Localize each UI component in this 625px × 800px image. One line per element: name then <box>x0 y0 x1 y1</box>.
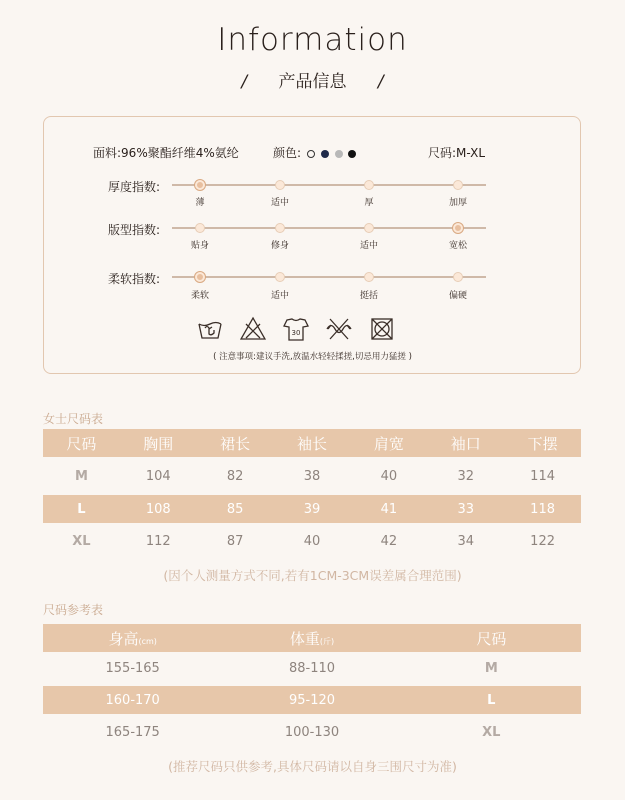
table-cell: 82 <box>226 468 244 484</box>
table-cell: 160-170 <box>105 692 160 708</box>
table-cell: 118 <box>530 501 555 517</box>
index-tick: 厚 <box>364 198 374 208</box>
index-tick: 适中 <box>270 198 289 208</box>
table-cell: 114 <box>530 468 555 484</box>
size-range-text: 尺码:M-XL <box>428 146 486 160</box>
table-cell: 108 <box>145 501 171 517</box>
color-swatch-white <box>307 150 315 158</box>
no-tumble-dry-icon <box>369 316 395 346</box>
table-cell: 87 <box>226 533 244 549</box>
table-header-cell: 身高(cm) <box>108 629 157 648</box>
table-cell-size: L <box>487 692 496 708</box>
reference-table <box>43 624 581 750</box>
index-label: 版型指数: <box>108 223 161 237</box>
table-cell: 100-130 <box>284 724 340 740</box>
index-knob <box>453 180 463 190</box>
color-label: 颜色: <box>273 146 302 160</box>
table-cell: 95-120 <box>288 692 336 708</box>
table-cell-size: M <box>484 660 498 676</box>
index-label: 厚度指数: <box>108 180 161 194</box>
table-cell: 33 <box>457 501 474 517</box>
iron-icon <box>283 316 309 346</box>
table-header-cell: 袖口 <box>450 434 481 453</box>
index-knob <box>275 180 285 190</box>
index-tick: 偏硬 <box>448 291 467 301</box>
index-tick: 适中 <box>359 241 378 251</box>
index-knob <box>364 272 374 282</box>
index-knob <box>275 223 285 233</box>
index-tick: 适中 <box>270 291 289 301</box>
table-cell-size: L <box>77 501 86 517</box>
table-cell-size: XL <box>482 724 501 740</box>
reference-table-title: 尺码参考表 <box>43 603 104 617</box>
page-subtitle <box>0 67 625 92</box>
no-bleach-icon <box>240 316 266 346</box>
table-header-cell: 胸围 <box>143 434 174 453</box>
index-knob <box>364 223 374 233</box>
table-cell: 104 <box>145 468 171 484</box>
index-track <box>172 184 486 186</box>
table-header-cell: 尺码 <box>476 629 507 648</box>
reference-table-note: (推荐尺码只供参考,具体尺码请以自身三围尺寸为准) <box>168 759 457 774</box>
table-cell-size: XL <box>72 533 91 549</box>
women-size-table <box>43 429 581 559</box>
index-knob <box>275 272 285 282</box>
index-track <box>172 227 486 229</box>
index-tick: 柔软 <box>190 291 209 301</box>
subtitle-text: 产品信息 <box>278 72 347 92</box>
hand-wash-icon <box>197 316 223 346</box>
page-title: Information <box>217 22 408 58</box>
color-swatch-navy <box>321 150 329 158</box>
table-row <box>43 495 581 523</box>
svg-text:30: 30 <box>291 329 301 337</box>
table-header-cell: 裙长 <box>220 434 251 453</box>
table-cell-size: M <box>74 468 88 484</box>
table-cell: 34 <box>457 533 474 549</box>
slash-right: / <box>377 72 384 92</box>
table-header-row <box>43 624 581 652</box>
table-cell: 155-165 <box>105 660 160 676</box>
table-row <box>43 686 581 714</box>
table-cell: 112 <box>145 533 171 549</box>
index-tick: 薄 <box>195 198 205 208</box>
care-note: ( 注意事项:建议手洗,放温水轻轻揉搓,切忌用力猛搓 ) <box>213 352 412 362</box>
color-swatch-gray <box>335 150 343 158</box>
index-tick: 挺括 <box>359 291 378 301</box>
table-header-cell: 尺码 <box>66 434 97 453</box>
table-header-cell: 肩宽 <box>373 434 404 453</box>
women-size-table-note: (因个人测量方式不同,若有1CM-3CM误差属合理范围) <box>163 568 462 583</box>
table-row <box>43 459 581 493</box>
index-knob-selected <box>453 223 463 233</box>
index-knob <box>364 180 374 190</box>
table-row <box>43 652 581 684</box>
index-tick: 宽松 <box>448 241 467 251</box>
index-knob <box>195 223 205 233</box>
table-row <box>43 714 581 750</box>
index-tick: 贴身 <box>190 241 209 251</box>
table-cell: 40 <box>303 533 321 549</box>
table-cell: 122 <box>530 533 555 549</box>
table-cell: 42 <box>380 533 398 549</box>
table-header-row <box>43 429 581 457</box>
table-cell: 165-175 <box>105 724 160 740</box>
table-cell: 40 <box>380 468 398 484</box>
table-header-cell: 下摆 <box>527 434 558 453</box>
table-cell: 88-110 <box>288 660 336 676</box>
table-cell: 85 <box>226 501 244 517</box>
index-tick: 加厚 <box>448 198 467 208</box>
slash-left: / <box>241 72 248 92</box>
table-cell: 32 <box>457 468 474 484</box>
index-tick: 修身 <box>270 241 289 251</box>
table-row <box>43 523 581 559</box>
index-knob <box>453 272 463 282</box>
care-icons <box>197 316 395 346</box>
table-cell: 41 <box>380 501 398 517</box>
table-cell: 39 <box>303 501 321 517</box>
table-header-cell: 体重(斤) <box>289 629 335 648</box>
table-cell: 38 <box>303 468 321 484</box>
women-size-table-title: 女士尺码表 <box>43 412 104 426</box>
table-header-cell: 袖长 <box>297 434 328 453</box>
color-options <box>273 144 356 161</box>
index-label: 柔软指数: <box>108 272 161 286</box>
fabric-text: 面料:96%聚酯纤维4%氨纶 <box>93 146 239 160</box>
index-track <box>172 276 486 278</box>
color-swatch-black <box>348 150 356 158</box>
index-knob-selected <box>195 272 205 282</box>
no-wring-icon <box>326 316 352 346</box>
index-knob-selected <box>195 180 205 190</box>
